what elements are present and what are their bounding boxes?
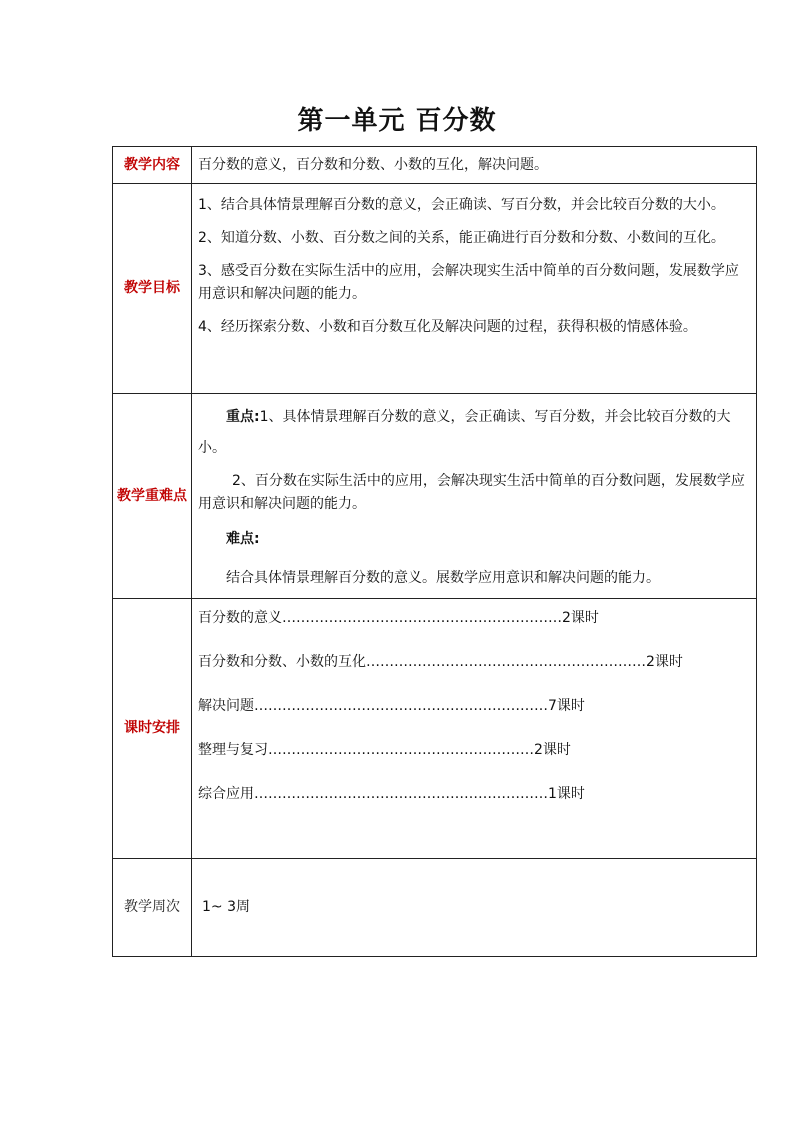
label-schedule: 课时安排 [113, 599, 192, 859]
teaching-weeks-cell [192, 859, 757, 957]
row-teaching-weeks [113, 859, 757, 957]
label-teaching-content: 教学内容 [113, 147, 192, 184]
difficult-text: 结合具体情景理解百分数的意义。展数学应用意识和解决问题的能力。 [226, 570, 660, 586]
schedule-item-hours: 1课时 [548, 786, 585, 802]
schedule-item-dots: ………………………………………………… [268, 742, 534, 758]
difficult-lead [198, 524, 750, 555]
goal-item: 3、感受百分数在实际生活中的应用，会解决现实生活中简单的百分数问题，发展数学应用意识和解决问题的能力。 [198, 263, 739, 302]
label-teaching-goals: 教学目标 [113, 184, 192, 394]
row-teaching-content [113, 147, 757, 184]
schedule-item-dots: ……………………………………………………… [254, 698, 548, 714]
teaching-goals-cell [192, 184, 757, 394]
schedule-item-dots: …………………………………………………… [366, 654, 646, 670]
key-points-cell [192, 394, 757, 599]
teaching-content-value: 百分数的意义，百分数和分数、小数的互化，解决问题。 [198, 157, 548, 173]
difficult-lead-label: 难点: [226, 531, 260, 547]
row-key-points [113, 394, 757, 599]
schedule-item-name: 百分数和分数、小数的互化 [198, 654, 366, 670]
teaching-weeks-value: 1~ 3周 [202, 899, 250, 915]
schedule-item-hours: 2课时 [562, 610, 599, 626]
lesson-plan-table [112, 146, 757, 957]
schedule-item-name: 整理与复习 [198, 742, 268, 758]
goal-item: 1、结合具体情景理解百分数的意义，会正确读、写百分数，并会比较百分数的大小。 [198, 197, 725, 213]
row-teaching-goals [113, 184, 757, 394]
teaching-content-text [192, 147, 757, 184]
schedule-item-dots: ……………………………………………………… [254, 786, 548, 802]
schedule-item-hours: 2课时 [646, 654, 683, 670]
schedule-item-name: 综合应用 [198, 786, 254, 802]
schedule-item [198, 695, 750, 739]
label-key-points: 教学重难点 [113, 394, 192, 599]
schedule-item [198, 783, 750, 827]
schedule-item [198, 607, 750, 651]
page-title: 第一单元 百分数 [297, 106, 497, 136]
schedule-item-name: 百分数的意义 [198, 610, 282, 626]
schedule-item [198, 651, 750, 695]
row-schedule [113, 599, 757, 859]
schedule-item [198, 739, 750, 783]
label-teaching-weeks: 教学周次 [113, 859, 192, 957]
key-point-2: 2、百分数在实际生活中的应用，会解决现实生活中简单的百分数问题，发展数学应用意识和解决问题的能力。 [198, 473, 745, 512]
schedule-item-dots: …………………………………………………… [282, 610, 562, 626]
key-lead: 重点: [226, 409, 260, 425]
schedule-item-hours: 7课时 [548, 698, 585, 714]
key-point-1 [198, 402, 750, 464]
goal-item: 4、经历探索分数、小数和百分数互化及解决问题的过程，获得积极的情感体验。 [198, 319, 697, 335]
goal-item: 2、知道分数、小数、百分数之间的关系，能正确进行百分数和分数、小数间的互化。 [198, 230, 725, 246]
schedule-item-hours: 2课时 [534, 742, 571, 758]
schedule-item-name: 解决问题 [198, 698, 254, 714]
key-point-1-text: 1、具体情景理解百分数的意义，会正确读、写百分数，并会比较百分数的大小。 [198, 409, 731, 456]
schedule-cell [192, 599, 757, 859]
